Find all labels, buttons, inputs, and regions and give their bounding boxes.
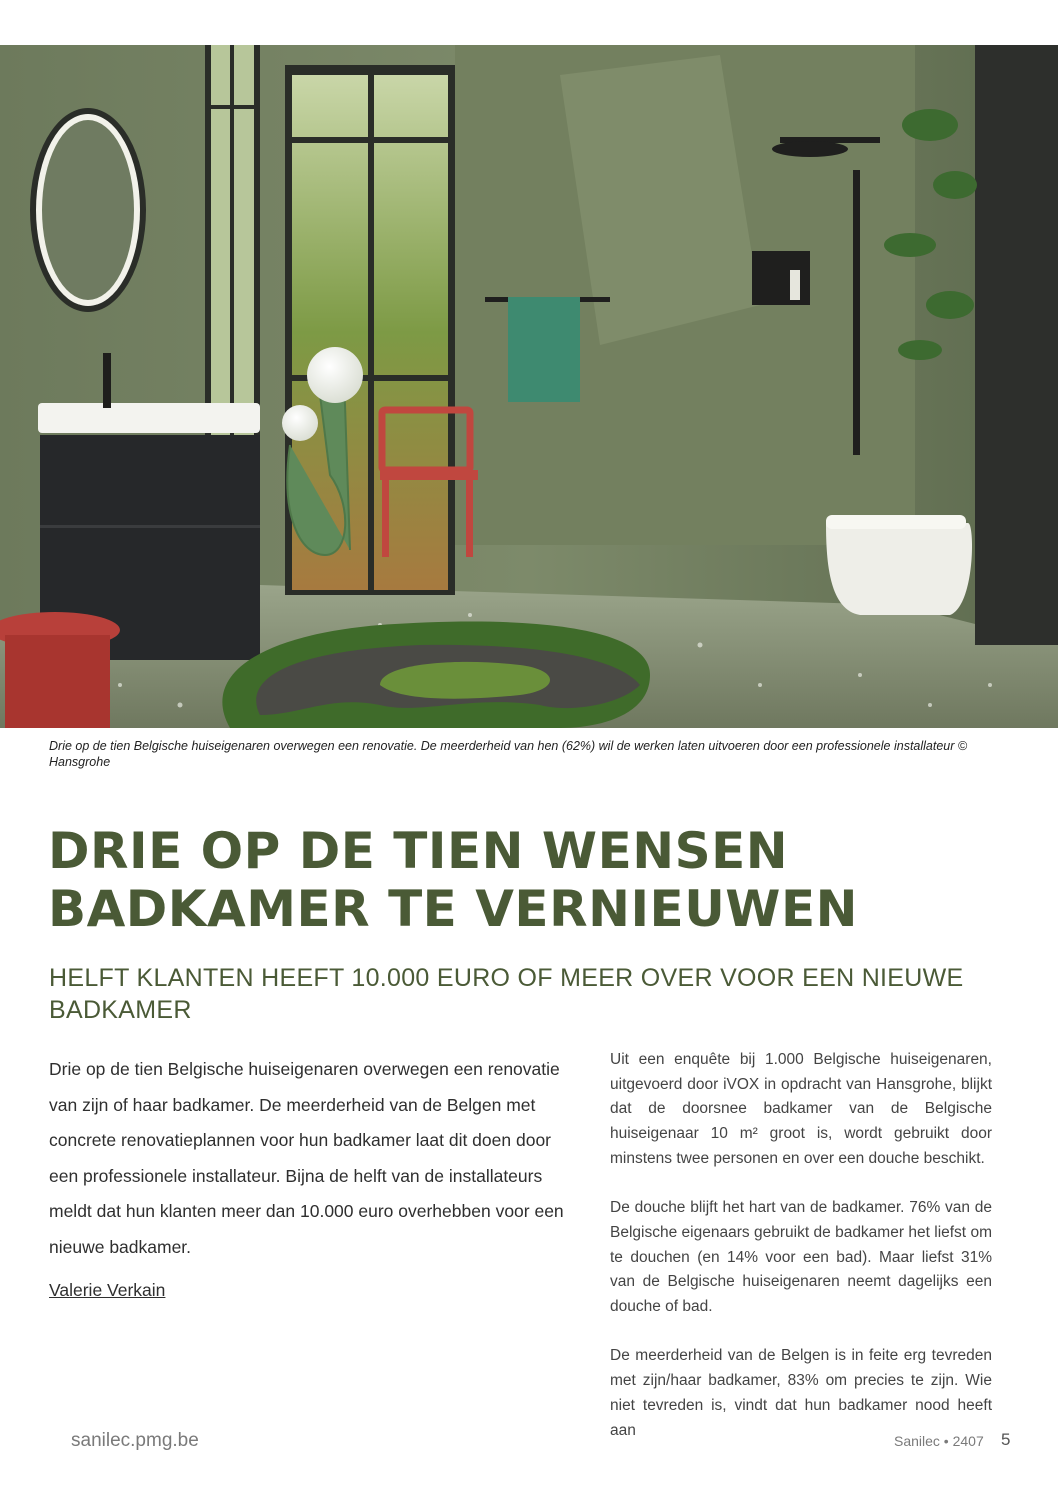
author-link[interactable]: Valerie Verkain xyxy=(49,1280,166,1300)
article-title-line-1: DRIE OP DE TIEN WENSEN xyxy=(48,822,789,880)
intro-text: Drie op de tien Belgische huiseigenaren overwegen een renovatie van zijn of haar badkamer. De meerderheid van de Belgen met concrete renovatieplannen voor hun badkamer laat dit doen door een professionele installateur. Bijna de helft van de installateurs meldt dat hun klanten meer dan 10.000 euro overhebben voor een nieuwe badkamer. xyxy=(49,1059,564,1257)
body-paragraph-3: De meerderheid van de Belgen is in feite erg tevreden met zijn/haar badkamer, 83% om precies te zijn. Wie niet tevreden is, vindt dat hun badkamer nood heeft aan xyxy=(610,1347,992,1439)
footer-issue: Sanilec • 2407 xyxy=(894,1433,984,1449)
article-title xyxy=(48,822,1008,938)
photo-caption: Drie op de tien Belgische huiseigenaren overwegen een renovatie. De meerderheid van hen (62%) wil de werken laten uitvoeren door een professionele installateur © Hansgrohe xyxy=(49,739,968,769)
article-subtitle: HELFT KLANTEN HEEFT 10.000 EURO OF MEER OVER VOOR EEN NIEUWE BADKAMER xyxy=(49,964,964,1024)
footer-website[interactable]: sanilec.pmg.be xyxy=(71,1430,199,1451)
bathroom-illustration xyxy=(0,45,1058,728)
body-paragraph-2: De douche blijft het hart van de badkamer. 76% van de Belgische eigenaars gebruikt de badkamer het liefst om te douchen (en 14% voor een bad). Maar liefst 31% van de Belgische huiseigenaren neemt dagelijks een douche of bad. xyxy=(610,1199,992,1316)
article-title-line-2: BADKAMER TE VERNIEUWEN xyxy=(48,880,858,938)
body-paragraph-1: Uit een enquête bij 1.000 Belgische huiseigenaren, uitgevoerd door iVOX in opdracht van Hansgrohe, blijkt dat de doorsnee badkamer van de Belgische huiseigenaar 10 m² groot is, wordt gebruikt door minstens twee personen en over een douche beschikt. xyxy=(610,1051,992,1167)
intro-paragraph xyxy=(49,1052,574,1265)
body-column xyxy=(610,1048,992,1468)
hero-photo xyxy=(0,45,1058,728)
page-number: 5 xyxy=(1001,1430,1011,1449)
